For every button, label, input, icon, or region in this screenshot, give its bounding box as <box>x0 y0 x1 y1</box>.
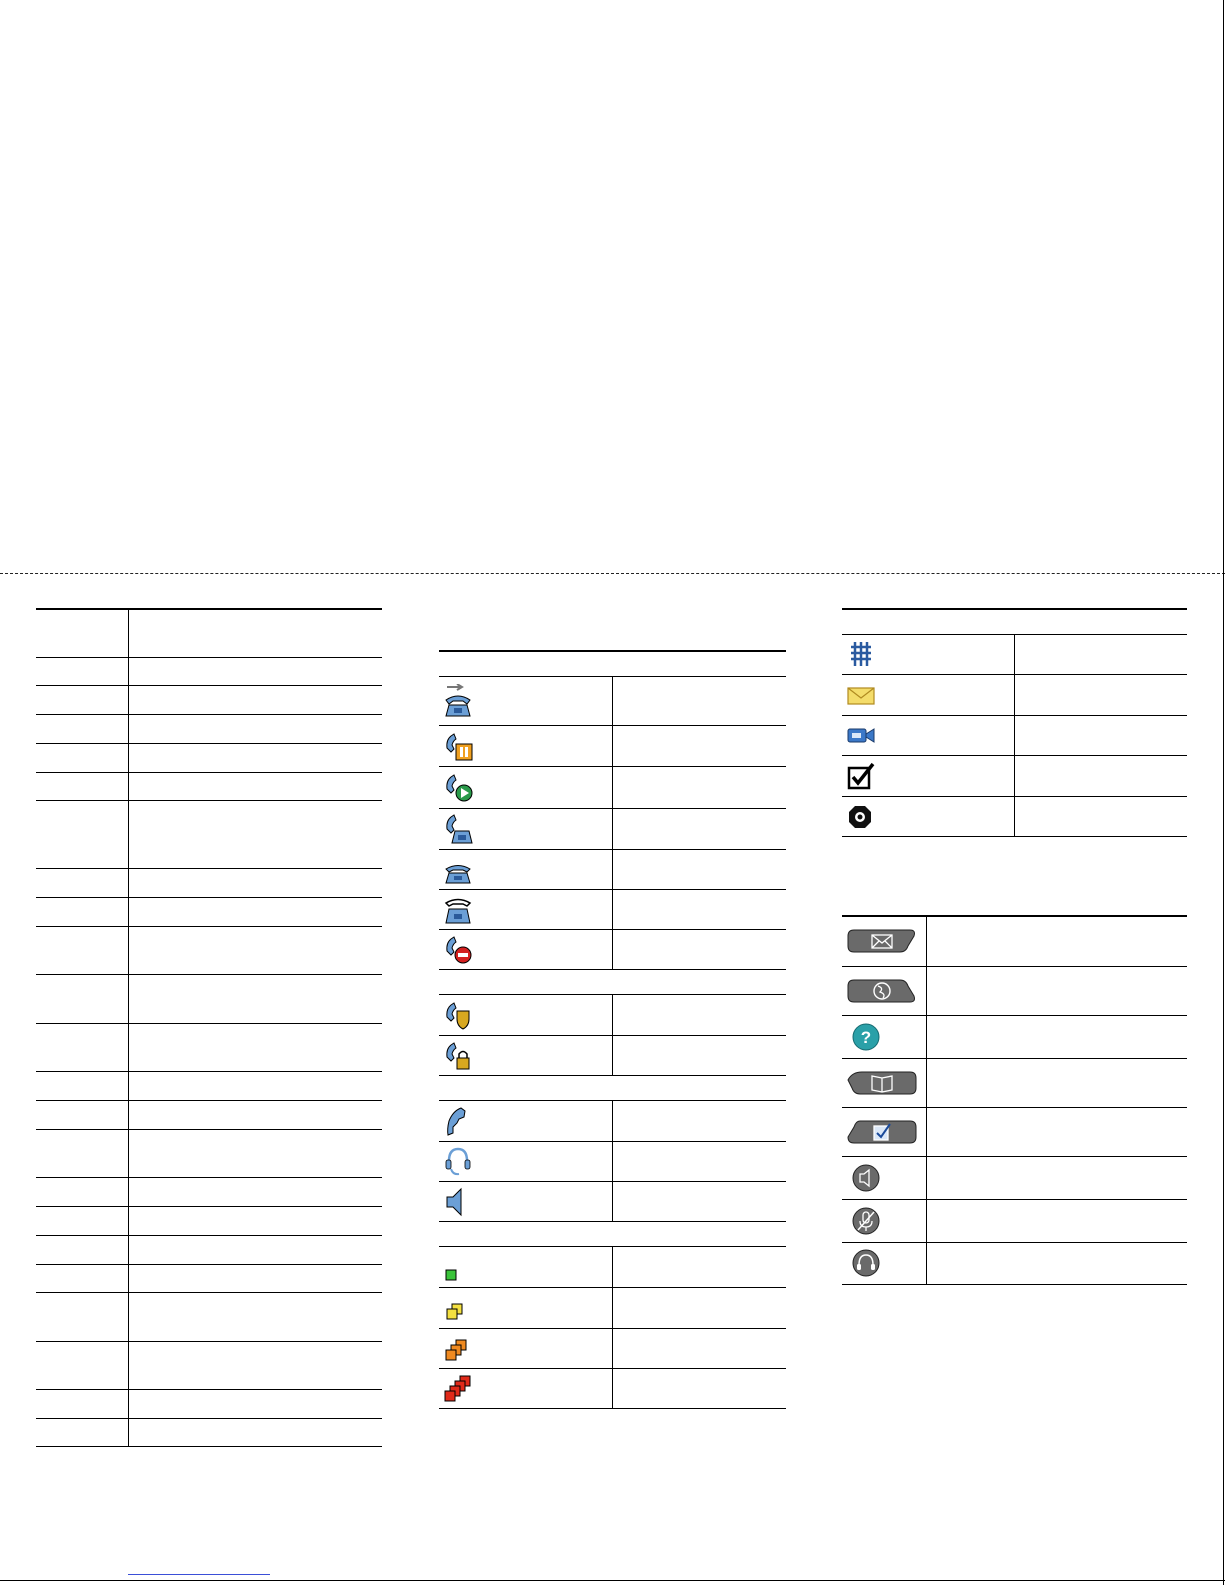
middle-icon-table <box>439 650 786 1409</box>
table-row <box>439 1141 786 1181</box>
row-text <box>613 902 619 916</box>
row-text <box>613 694 619 708</box>
table-row <box>36 974 382 1023</box>
video-camera-icon <box>846 719 876 751</box>
table-row <box>36 685 382 714</box>
row-key <box>36 876 42 890</box>
table-row <box>439 1035 786 1075</box>
table-row <box>36 743 382 772</box>
table-row <box>439 1287 786 1328</box>
speakerphone-icon <box>443 1185 473 1217</box>
table-row <box>36 1389 382 1418</box>
svg-text:?: ? <box>860 1027 872 1047</box>
section-label <box>439 1081 445 1095</box>
row-key <box>36 905 42 919</box>
row-key <box>36 1310 42 1324</box>
row-text <box>1015 647 1021 661</box>
row-key <box>36 693 42 707</box>
row-value <box>129 1108 135 1122</box>
table-row <box>439 1246 786 1287</box>
row-text <box>613 1260 619 1274</box>
table-row <box>439 725 786 766</box>
red-stack-icon <box>443 1372 473 1404</box>
yellow-stack-icon <box>443 1292 473 1324</box>
row-value <box>129 827 135 841</box>
row-text <box>927 1076 933 1090</box>
services-button-icon[interactable] <box>846 974 918 1008</box>
row-value <box>129 1040 135 1054</box>
table-row <box>842 755 1187 796</box>
cut-line-divider <box>0 573 1225 574</box>
help-button-icon[interactable] <box>846 1020 886 1054</box>
row-key <box>36 722 42 736</box>
table-row <box>36 897 382 926</box>
row-text <box>613 1301 619 1315</box>
footer-rule <box>0 1580 1225 1581</box>
table-row <box>36 1071 382 1100</box>
table-row <box>439 1368 786 1408</box>
row-text <box>927 984 933 998</box>
row-text <box>927 1171 933 1185</box>
table-row <box>439 808 786 849</box>
row-text <box>613 1341 619 1355</box>
row-text <box>927 1125 933 1139</box>
offhook-phone-icon <box>443 813 473 845</box>
row-value <box>129 1397 135 1411</box>
row-key <box>36 664 42 678</box>
message-envelope-icon <box>846 679 876 711</box>
settings-button-icon[interactable] <box>846 1115 918 1149</box>
speaker-button-icon[interactable] <box>846 1161 886 1195</box>
table-row <box>36 1418 382 1446</box>
row-value <box>129 876 135 890</box>
row-text <box>613 780 619 794</box>
row-key <box>36 1425 42 1439</box>
table-row <box>842 1015 1187 1058</box>
table-row <box>36 772 382 800</box>
orange-stack-icon <box>443 1332 473 1364</box>
row-value <box>129 664 135 678</box>
row-key <box>36 992 42 1006</box>
table-row <box>842 1058 1187 1107</box>
table-row <box>842 1156 1187 1199</box>
forwarded-call-icon <box>443 684 473 718</box>
table-row <box>439 849 786 889</box>
table-row <box>36 609 382 657</box>
row-key <box>36 1243 42 1257</box>
row-key <box>36 943 42 957</box>
row-value <box>129 1271 135 1285</box>
row-text <box>613 942 619 956</box>
row-value <box>129 992 135 1006</box>
handset-icon <box>443 1105 473 1137</box>
section-label <box>439 975 445 989</box>
row-key <box>36 1040 42 1054</box>
section-label <box>439 1227 445 1241</box>
row-value <box>129 943 135 957</box>
section-header <box>439 1221 786 1246</box>
row-value <box>129 779 135 793</box>
table-row <box>842 966 1187 1015</box>
table-row <box>439 889 786 929</box>
row-key <box>36 1397 42 1411</box>
row-key <box>36 1079 42 1093</box>
section-label <box>439 657 445 671</box>
row-text <box>927 1030 933 1044</box>
table-row <box>439 766 786 808</box>
table-row <box>36 1292 382 1341</box>
page-edge-rule <box>1223 0 1224 1585</box>
headset-button-icon[interactable] <box>846 1246 886 1280</box>
row-key <box>36 827 42 841</box>
table-row <box>36 1177 382 1206</box>
row-value <box>129 1079 135 1093</box>
table-row <box>36 1129 382 1177</box>
row-text <box>613 822 619 836</box>
table-row <box>439 1328 786 1368</box>
table-row <box>842 1107 1187 1156</box>
table-row <box>36 800 382 868</box>
table-row <box>36 1100 382 1129</box>
row-value <box>129 1310 135 1324</box>
row-key <box>36 1146 42 1160</box>
row-value <box>129 1358 135 1372</box>
directories-button-icon[interactable] <box>846 1066 918 1100</box>
row-value <box>129 626 135 640</box>
row-text <box>1015 688 1021 702</box>
row-value <box>129 1185 135 1199</box>
table-row <box>36 714 382 743</box>
connected-call-icon <box>443 771 473 803</box>
row-text <box>613 1008 619 1022</box>
row-text <box>1015 769 1021 783</box>
table-row <box>439 676 786 725</box>
do-not-disturb-icon <box>443 933 473 965</box>
headset-icon <box>443 1145 473 1177</box>
onhook-line-icon <box>443 853 473 885</box>
table-row <box>842 715 1187 755</box>
row-value <box>129 751 135 765</box>
row-key <box>36 1271 42 1285</box>
footer-link-underline[interactable] <box>128 1574 270 1575</box>
table-row <box>842 916 1187 966</box>
row-text <box>613 862 619 876</box>
call-on-hold-icon <box>443 730 473 762</box>
right-bottom-button-table <box>842 915 1187 1285</box>
row-text <box>613 739 619 753</box>
section-header <box>439 1075 786 1100</box>
right-top-icon-table <box>842 608 1187 837</box>
row-text <box>927 1256 933 1270</box>
row-value <box>129 1243 135 1257</box>
table-row <box>439 1181 786 1221</box>
green-square-icon <box>443 1251 473 1283</box>
row-text <box>927 934 933 948</box>
shared-line-in-use-icon <box>443 893 473 925</box>
section-header <box>439 969 786 994</box>
authenticated-call-icon <box>443 999 473 1031</box>
row-key <box>36 751 42 765</box>
table-row <box>36 1341 382 1389</box>
table-row <box>842 796 1187 836</box>
table-row <box>842 1199 1187 1242</box>
row-key <box>36 1358 42 1372</box>
row-key <box>36 1185 42 1199</box>
checkbox-selected-icon <box>846 760 876 792</box>
left-reference-table <box>36 608 382 1447</box>
table-row <box>842 1242 1187 1284</box>
messages-button-icon[interactable] <box>846 924 918 958</box>
row-text <box>613 1154 619 1168</box>
table-row <box>842 634 1187 674</box>
row-value <box>129 905 135 919</box>
row-value <box>129 1214 135 1228</box>
table-row <box>36 657 382 685</box>
row-text <box>1015 728 1021 742</box>
table-row <box>36 1264 382 1292</box>
row-key <box>36 1108 42 1122</box>
table-row <box>36 1023 382 1071</box>
table-header <box>439 651 786 676</box>
table-row <box>439 994 786 1035</box>
radio-selected-icon <box>846 800 876 832</box>
keypad-icon <box>846 638 876 670</box>
row-text <box>927 1214 933 1228</box>
table-row <box>36 1235 382 1264</box>
table-row <box>842 674 1187 715</box>
table-header <box>842 609 1187 634</box>
table-row <box>36 868 382 897</box>
row-value <box>129 722 135 736</box>
row-text <box>613 1194 619 1208</box>
row-text <box>613 1048 619 1062</box>
row-value <box>129 1146 135 1160</box>
table-row <box>36 926 382 974</box>
row-key <box>36 779 42 793</box>
row-value <box>129 693 135 707</box>
row-key <box>36 1214 42 1228</box>
row-text <box>613 1381 619 1395</box>
row-key <box>36 626 42 640</box>
row-text <box>613 1114 619 1128</box>
mute-button-icon[interactable] <box>846 1204 886 1238</box>
table-row <box>439 929 786 969</box>
row-text <box>1015 809 1021 823</box>
row-value <box>129 1425 135 1439</box>
table-row <box>36 1206 382 1235</box>
encrypted-call-icon <box>443 1039 473 1071</box>
table-row <box>439 1100 786 1141</box>
